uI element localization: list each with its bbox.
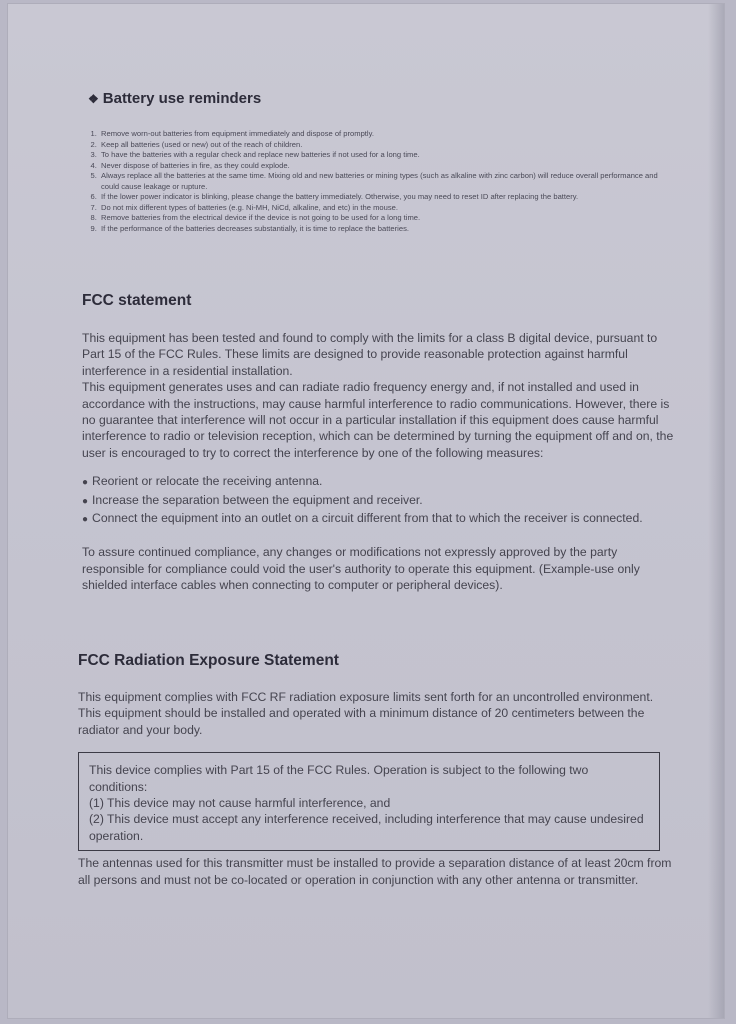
- list-item: 9. If the performance of the batteries decreases substantially, it is time to replace the batteries.: [99, 224, 672, 235]
- manual-page: [8, 4, 724, 1018]
- box-line: (2) This device must accept any interference received, including interference that may cause undesired operation.: [89, 812, 644, 843]
- list-item: [82, 510, 682, 528]
- bullet-text: Increase the separation between the equipment and receiver.: [92, 492, 423, 507]
- fcc-measures-list: [82, 473, 682, 528]
- battery-section-heading: [88, 90, 672, 107]
- page-edge-shadow: [708, 4, 724, 1018]
- box-line: This device complies with Part 15 of the FCC Rules. Operation is subject to the following two conditions:: [89, 763, 589, 794]
- diamond-bullet-icon: ❖: [88, 92, 99, 106]
- battery-reminders-list: [82, 129, 672, 234]
- radiation-exposure-section: [78, 652, 678, 888]
- bullet-text: Connect the equipment into an outlet on a circuit different from that to which the receiver is connected.: [92, 511, 643, 526]
- list-item: [82, 473, 682, 491]
- fcc-statement-section: [82, 292, 682, 594]
- list-item: 4. Never dispose of batteries in fire, as they could explode.: [99, 161, 672, 172]
- list-item: 1. Remove worn-out batteries from equipment immediately and dispose of promptly.: [99, 129, 672, 140]
- list-item: 6. If the lower power indicator is blinking, please change the battery immediately. Otherwise, you may need to reset ID after replacing the battery.: [99, 192, 672, 203]
- bullet-dot-icon: ●: [82, 514, 89, 526]
- list-item: 5. Always replace all the batteries at the same time. Mixing old and new batteries or mining types (such as alkaline with zinc carbon) will reduce overall performance and could cause leakage or rupture.: [99, 171, 672, 192]
- list-item: 7. Do not mix different types of batteries (e.g. Ni-MH, NiCd, alkaline, and etc) in the mouse.: [99, 203, 672, 214]
- battery-title: Battery use reminders: [102, 90, 262, 107]
- radiation-paragraph: This equipment complies with FCC RF radiation exposure limits sent forth for an uncontrolled environment. This equipment should be installed and operated with a minimum distance of 20 centimeters between the radiator and your body.: [78, 690, 654, 737]
- list-item: 8. Remove batteries from the electrical device if the device is not going to be used for a long time.: [99, 213, 672, 224]
- list-item: [82, 492, 682, 510]
- list-item: 2. Keep all batteries (used or new) out of the reach of children.: [99, 140, 672, 151]
- bullet-dot-icon: ●: [82, 495, 89, 507]
- bullet-text: Reorient or relocate the receiving antenna.: [92, 474, 323, 489]
- fcc-compliance-paragraph: To assure continued compliance, any changes or modifications not expressly approved by the party responsible for compliance could void the user's authority to operate this equipment. (Example-use only shielded interface cables when connecting to computer or peripheral devices).: [82, 545, 640, 593]
- fcc-paragraph-1: This equipment has been tested and found to comply with the limits for a class B digital device, pursuant to Part 15 of the FCC Rules. These limits are designed to provide reasonable protection against harmful interference in a residential installation.: [82, 331, 658, 378]
- part15-conditions-box: [78, 752, 660, 851]
- fcc-paragraph-2: This equipment generates uses and can radiate radio frequency energy and, if not installed and used in accordance with the instructions, may cause harmful interference to radio communications. However, there is no guarantee that interference will not occur in a particular installation if this equipment does cause harmful interference to radio or television reception, which can be determined by turning the equipment off and on, the user is encouraged to try to correct the interference by one of the following measures:: [82, 380, 674, 460]
- bullet-dot-icon: ●: [82, 477, 89, 489]
- list-item: 3. To have the batteries with a regular check and replace new batteries if not used for a long time.: [99, 150, 672, 161]
- fcc-statement-title: FCC statement: [82, 292, 192, 309]
- radiation-title: FCC Radiation Exposure Statement: [78, 652, 339, 669]
- antenna-paragraph: The antennas used for this transmitter must be installed to provide a separation distance of at least 20cm from all persons and must not be co-located or operation in conjunction with any other antenna or transmitter.: [78, 856, 672, 887]
- box-line: (1) This device may not cause harmful interference, and: [89, 796, 391, 811]
- page-content: [78, 90, 674, 887]
